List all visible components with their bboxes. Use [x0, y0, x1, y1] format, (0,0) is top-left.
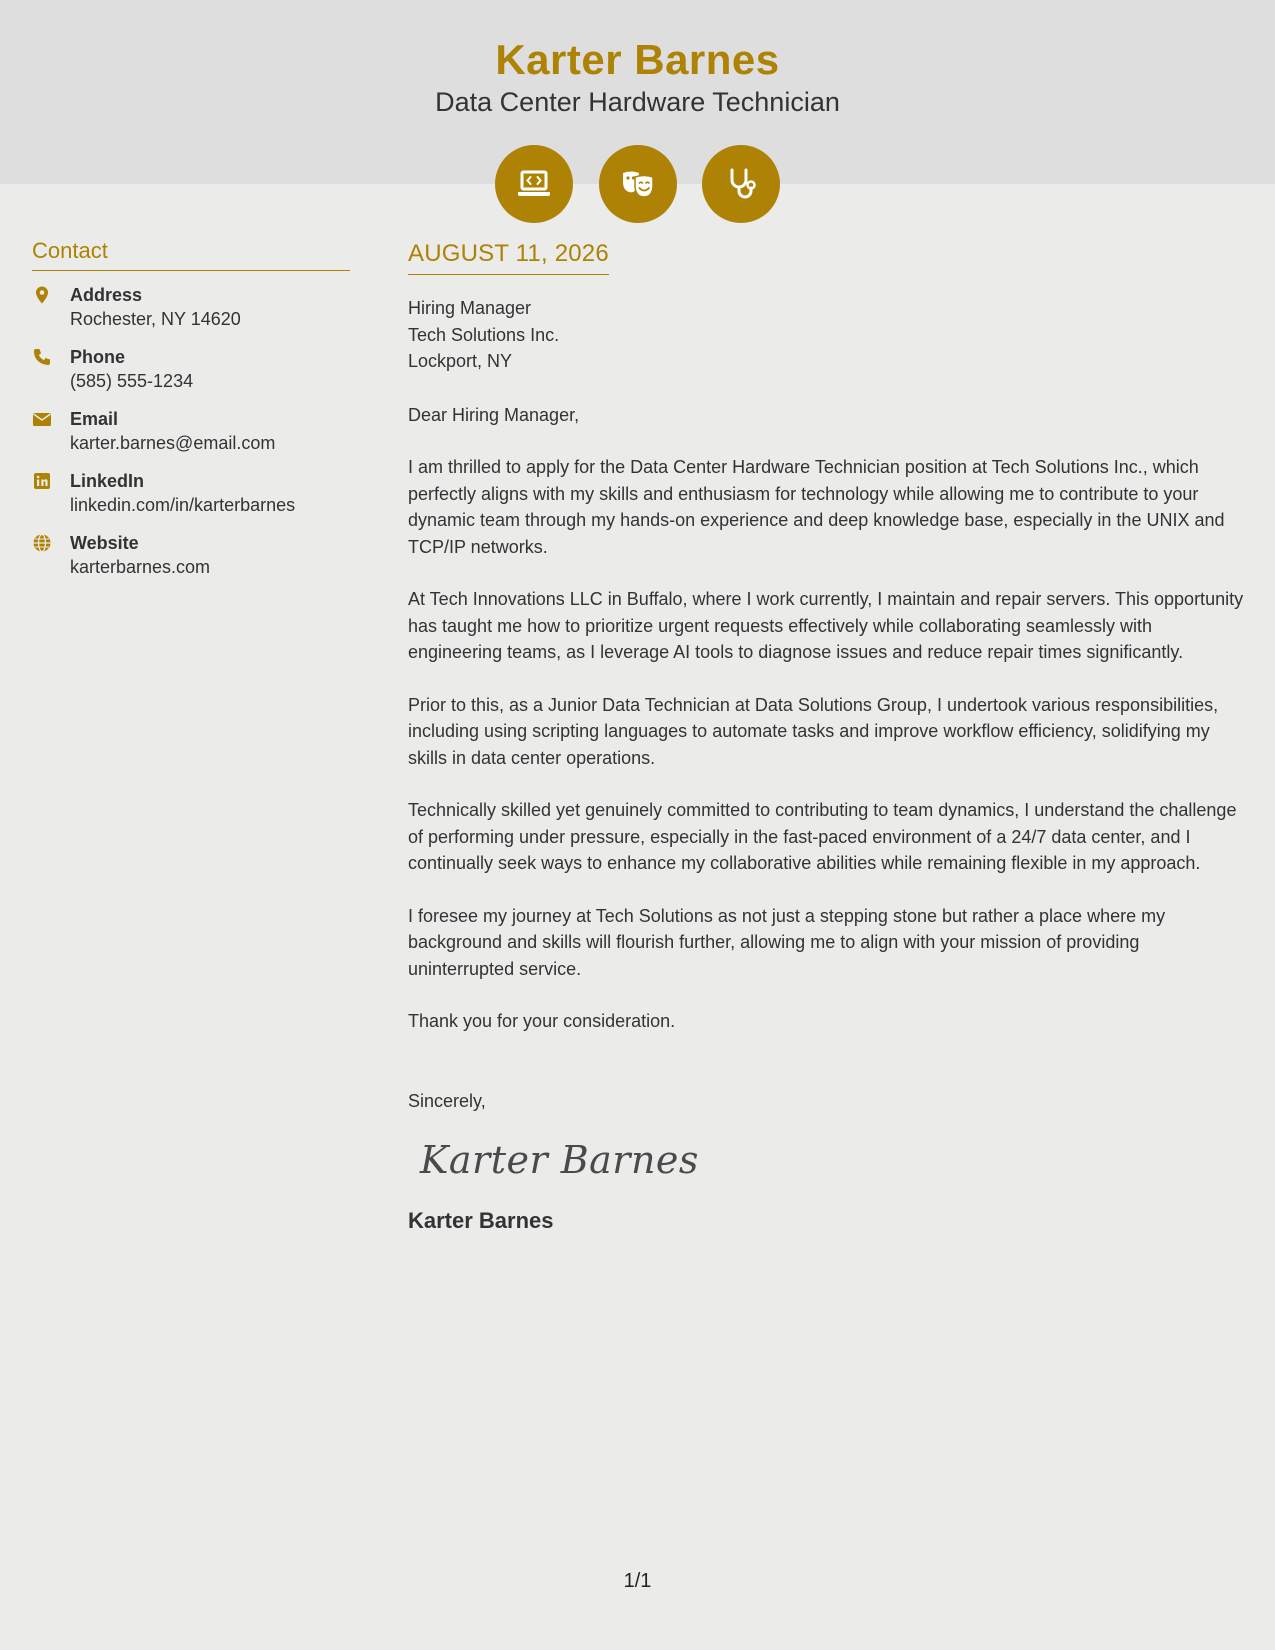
handwritten-signature: Karter Barnes — [420, 1138, 699, 1182]
recipient-block — [408, 295, 1248, 375]
contact-label: LinkedIn — [70, 471, 145, 491]
contact-value: (585) 555-1234 — [70, 371, 194, 391]
contact-website — [32, 531, 350, 579]
header-icon-row — [495, 145, 780, 223]
phone-icon — [32, 347, 54, 369]
contact-email — [32, 407, 350, 455]
recipient-line: Hiring Manager — [408, 298, 532, 318]
letter-paragraph: Thank you for your consideration. — [408, 1011, 676, 1031]
contact-address — [32, 283, 350, 331]
contact-linkedin — [32, 469, 350, 517]
contact-label: Address — [70, 285, 143, 305]
contact-list — [32, 283, 350, 579]
contact-value: karter.barnes@email.com — [70, 433, 276, 453]
letter-paragraph: Prior to this, as a Junior Data Technician at Data Solutions Group, I undertook various responsibilities, including using scripting languages to automate tasks and improve workflow efficiency, solidifying my skills in data center operations. — [408, 694, 1219, 768]
page-number: 1/1 — [623, 1570, 652, 1592]
letter-paragraph: I am thrilled to apply for the Data Center Hardware Technician position at Tech Solutions Inc., which perfectly aligns with my skills and enthusiasm for technology while allowing me to contribute to your dynamic team through my hands-on experience and deep knowledge base, especially in the UNIX and TCP/IP networks. — [408, 457, 1225, 557]
globe-icon — [32, 533, 54, 555]
recipient-line: Tech Solutions Inc. — [408, 324, 560, 345]
contact-value: linkedin.com/in/karterbarnes — [70, 495, 296, 515]
applicant-name: Karter Barnes — [495, 36, 780, 83]
contact-label: Website — [70, 533, 139, 553]
letter-date: AUGUST 11, 2026 — [408, 240, 609, 275]
linkedin-icon — [32, 471, 54, 493]
map-pin-icon — [32, 285, 54, 307]
job-title: Data Center Hardware Technician — [435, 87, 840, 117]
recipient-line: Lockport, NY — [408, 351, 513, 371]
theater-masks-icon — [599, 145, 677, 223]
signer-name: Karter Barnes — [408, 1208, 554, 1233]
stethoscope-icon — [702, 145, 780, 223]
letter-paragraph: At Tech Innovations LLC in Buffalo, where I work currently, I maintain and repair servers. This opportunity has taught me how to prioritize urgent requests effectively while collaborating seamlessly with engineering teams, as I leverage AI tools to diagnose issues and reduce repair times significantly. — [408, 589, 1244, 662]
contact-value: karterbarnes.com — [70, 557, 211, 577]
letter-paragraph: I foresee my journey at Tech Solutions as not just a stepping stone but rather a place where my background and skills will flourish further, allowing me to align with your mission of providing uninterrupted service. — [408, 905, 1166, 979]
contact-label: Phone — [70, 347, 126, 367]
letter-body — [408, 240, 1248, 1234]
letter-paragraph: Technically skilled yet genuinely committed to contributing to team dynamics, I understand the challenge of performing under pressure, especially in the fast-paced environment of a 24/7 data center, and I continually seek ways to enhance my collaborative abilities while remaining flexible in my approach. — [408, 800, 1237, 873]
contact-value: Rochester, NY 14620 — [70, 309, 241, 329]
envelope-icon — [32, 409, 54, 431]
laptop-code-icon — [495, 145, 573, 223]
salutation: Dear Hiring Manager, — [408, 404, 580, 425]
contact-label: Email — [70, 409, 119, 429]
closing: Sincerely, — [408, 1090, 486, 1111]
contact-sidebar — [32, 238, 350, 593]
contact-phone — [32, 345, 350, 393]
contact-heading: Contact — [32, 238, 350, 271]
